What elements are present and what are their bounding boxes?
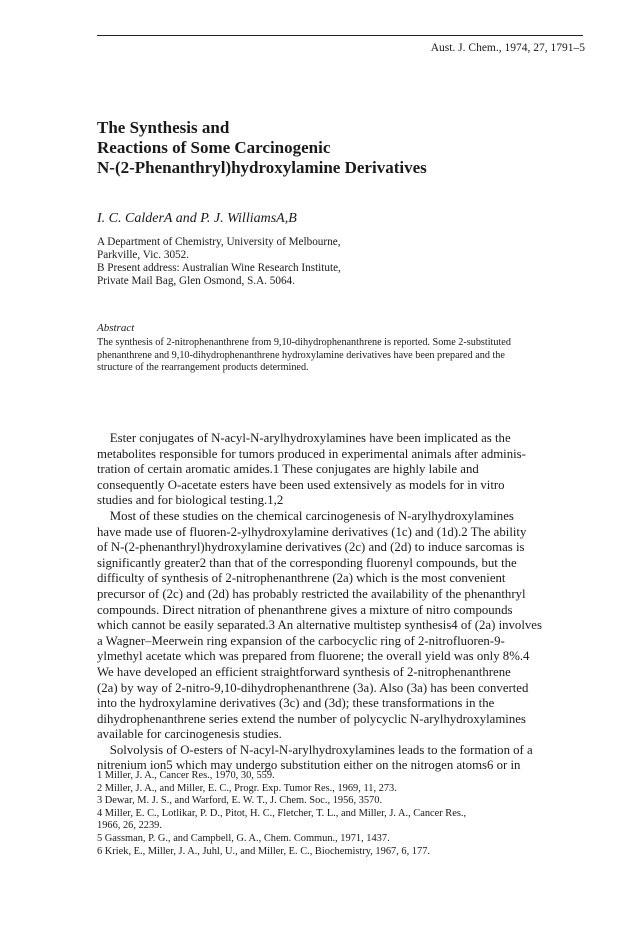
abstract-text [97,337,583,375]
body-line: compounds. Direct nitration of phenanthrene gives a mixture of nitro compounds [97,602,513,617]
body-line: Solvolysis of O-esters of N-acyl-N-arylhydroxylamines leads to the formation of a [97,742,533,757]
abstract-line: The synthesis of 2-nitrophenanthrene from 9,10-dihydrophenanthrene is reported. Some 2-substituted [97,337,511,348]
body-line: a Wagner–Meerwein ring expansion of the carbocyclic ring of 2-nitrofluoren-9- [97,633,505,648]
body-line: dihydrophenanthrene series extend the number of polycyclic N-arylhydroxylamines [97,711,526,726]
body-line: which cannot be easily separated.3 An alternative multistep synthesis4 of (2a) involves [97,618,542,633]
affiliations [97,236,577,288]
abstract-line: structure of the rearrangement products determined. [97,362,309,373]
reference-item: 2 Miller, J. A., and Miller, E. C., Progr. Exp. Tumor Res., 1969, 11, 273. [97,782,397,794]
reference-item: 3 Dewar, M. J. S., and Warford, E. W. T., J. Chem. Soc., 1956, 3570. [97,795,383,807]
reference-item: 1 Miller, J. A., Cancer Res., 1970, 30, 559. [97,770,275,781]
author-list: I. C. CalderA and P. J. WilliamsA,B [97,211,297,226]
body-line: Most of these studies on the chemical carcinogenesis of N-arylhydroxylamines [97,508,514,523]
body-line: Ester conjugates of N-acyl-N-arylhydroxylamines have been implicated as the [97,431,511,445]
article-title [97,118,577,178]
body-line: ylmethyl acetate which was prepared from fluorene; the overall yield was only 8%.4 [97,649,530,664]
affiliation-line: Private Mail Bag, Glen Osmond, S.A. 5064. [97,275,295,287]
abstract-label: Abstract [97,322,135,334]
body-text [97,431,583,774]
body-line: consequently O-acetate esters have been used extensively as models for in vitro [97,477,505,492]
body-line: available for carcinogenesis studies. [97,727,282,742]
body-line: We have developed an efficient straightforward synthesis of 2-nitrophenanthrene [97,664,511,679]
body-line: nitrenium ion5 which may undergo substitution either on the nitrogen atoms6 or in [97,758,521,773]
body-line: into the hydroxylamine derivatives (3c) and (3d); these transformations in the [97,696,495,711]
reference-item: 1966, 26, 2239. [97,820,162,832]
body-line: tration of certain aromatic amides.1 These conjugates are highly labile and [97,462,479,477]
body-line: difficulty of synthesis of 2-nitrophenanthrene (2a) which is the most convenient [97,571,506,586]
title-line-1: The Synthesis and [97,118,230,137]
affiliation-line: A Department of Chemistry, University of Melbourne, [97,236,341,248]
body-line: have made use of fluoren-2-ylhydroxylamine derivatives (1c) and (1d).2 The ability [97,524,527,539]
affiliation-line: B Present address: Australian Wine Research Institute, [97,262,341,274]
reference-item: 5 Gassman, P. G., and Campbell, G. A., Chem. Commun., 1971, 1437. [97,832,390,844]
reference-item: 6 Kriek, E., Miller, J. A., Juhl, U., and Miller, E. C., Biochemistry, 1967, 6, 177. [97,845,430,857]
body-line: of N-(2-phenanthryl)hydroxylamine derivatives (2c) and (2d) to induce sarcomas is [97,540,525,555]
title-line-2: Reactions of Some Carcinogenic [97,138,331,157]
abstract-line: phenanthrene and 9,10-dihydrophenanthrene hydroxylamine derivatives have been prepared and the [97,349,505,361]
body-line: (2a) by way of 2-nitro-9,10-dihydrophenanthrene (3a). Also (3a) has been converted [97,680,529,695]
references [97,770,583,858]
title-line-3: N-(2-Phenanthryl)hydroxylamine Derivatives [97,158,427,177]
affiliation-line: Parkville, Vic. 3052. [97,249,190,261]
body-line: significantly greater2 than that of the corresponding fluorenyl compounds, but the [97,555,517,570]
journal-citation: Aust. J. Chem., 1974, 27, 1791–5 [430,42,585,54]
body-line: precursor of (2c) and (2d) has probably restricted the availability of the phenanthryl [97,586,526,601]
body-line: metabolites responsible for tumors produced in experimental animals after adminis- [97,446,526,461]
reference-item: 4 Miller, E. C., Lotlikar, P. D., Pitot, H. C., Fletcher, T. L., and Miller, J. A., Cancer Res., [97,807,467,819]
body-line: studies and for biological testing.1,2 [97,493,284,508]
header-rule [97,35,583,36]
